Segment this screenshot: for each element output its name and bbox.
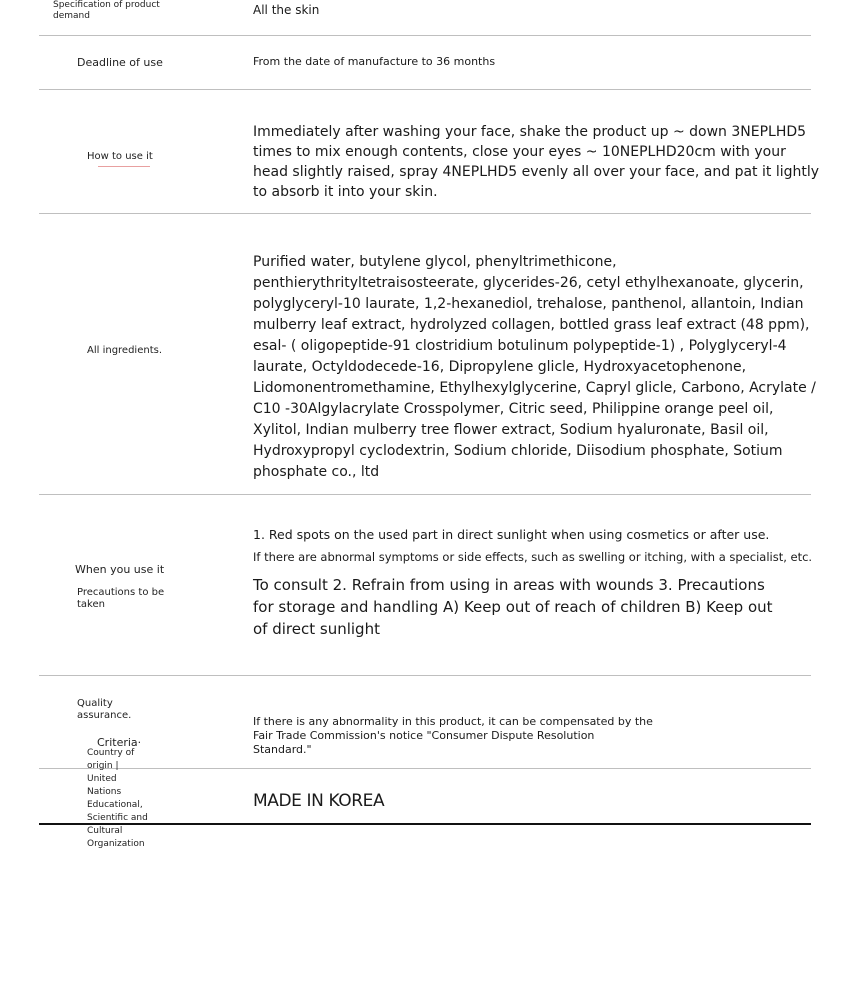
row-divider xyxy=(39,768,811,769)
how-value: Immediately after washing your face, shake the product up ~ down 3NEPLHD5 times to mix enough contents, close your eyes ~ 10NEPLHD20cm with your head slightly raised, spray 4NEPLHD5 evenly all over your face, and pat it lightly to absorb it into your skin. xyxy=(253,124,820,200)
ingredients-value: Purified water, butylene glycol, phenyltrimethicone, penthierythrityltetraisosteerate, glycerides-26, cetyl ethylhexanoate, glycerin, polyglyceryl-10 laurate, 1,2-hexanediol, trehalose, panthenol, allantoin, Indian mulberry leaf extract, hydrolyzed collagen, bottled grass leaf extract (48 ppm), esal- ( oligopeptide-91 clostridium botulinum polypeptide-1) , Polyglyceryl-4 laurate, Octyldodecede-16, Dipropylene glicle, Hydroxyacetophenone, Lidomonentromethamine, Ethylhexylglycerine, Capryl glicle, Carbono, Acrylate / C10 -30Algylacrylate Crosspolymer, Citric seed, Philippine orange peel oil, Xylitol, Indian mulberry tree flower extract, Sodium hyaluronate, Basil oil, Hydroxypropyl cyclodextrin, Sodium chloride, Diisodium phosphate, Sotium phosphate co., ltd xyxy=(253,254,816,480)
precautions-line-1: 1. Red spots on the used part in direct sunlight when using cosmetics or after use. xyxy=(253,527,770,542)
quality-label-2: Criteria· xyxy=(97,736,142,749)
origin-label: Country of origin | United Nations Educational, Scientific and Cultural Organization xyxy=(87,748,148,849)
row-divider xyxy=(39,675,811,676)
origin-value: MADE IN KOREA xyxy=(253,791,385,811)
row-divider xyxy=(39,494,811,495)
quality-value: If there is any abnormality in this product, it can be compensated by the Fair Trade Commission's notice "Consumer Dispute Resolution Standard." xyxy=(253,715,653,756)
spec-value: All the skin xyxy=(253,3,320,17)
row-divider xyxy=(39,89,811,90)
quality-label-1: Quality assurance. xyxy=(77,698,132,721)
table-bottom-border xyxy=(39,823,811,825)
deadline-value: From the date of manufacture to 36 months xyxy=(253,55,496,68)
precautions-line-2: If there are abnormal symptoms or side effects, such as swelling or itching, with a specialist, etc. xyxy=(253,550,813,564)
ingredients-label: All ingredients. xyxy=(87,345,163,356)
deadline-label: Deadline of use xyxy=(77,56,163,69)
label-underline xyxy=(98,166,150,167)
precautions-line-3: To consult 2. Refrain from using in areas with wounds 3. Precautions for storage and handling A) Keep out of reach of children B) Keep out of direct sunlight xyxy=(253,576,773,638)
precautions-label-2: Precautions to be taken xyxy=(77,587,165,610)
precautions-label-1: When you use it xyxy=(75,563,165,576)
row-divider xyxy=(39,35,811,36)
row-divider xyxy=(39,213,811,214)
spec-label: Specification of product demand xyxy=(53,0,160,21)
how-label: How to use it xyxy=(87,151,153,162)
